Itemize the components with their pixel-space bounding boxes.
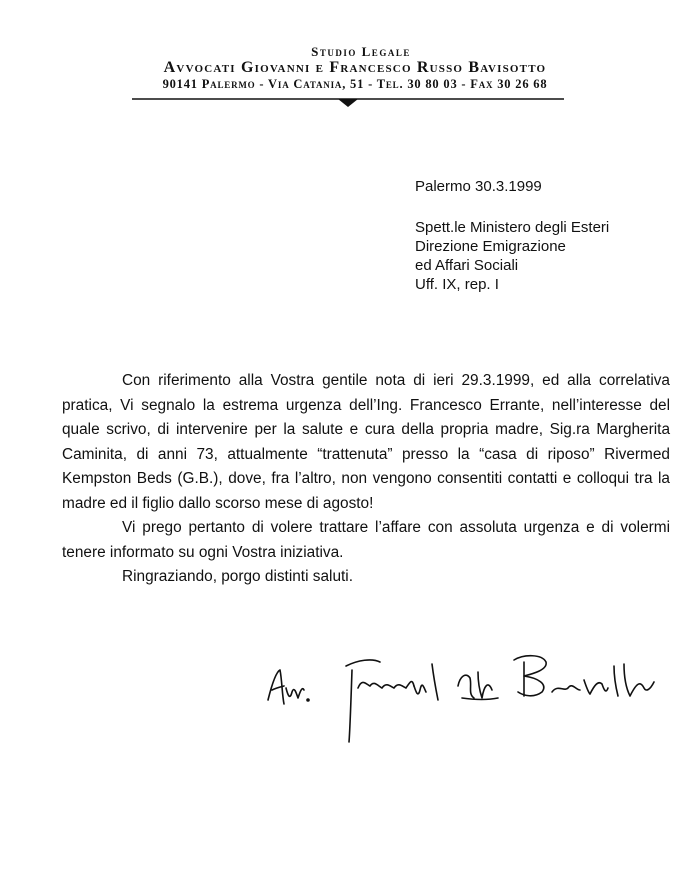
letterhead-rule — [132, 94, 564, 114]
letterhead-lawyers: Avvocati Giovanni e Francesco Russo Bavisotto — [163, 59, 547, 76]
recipient-line: ed Affari Sociali — [415, 257, 519, 274]
letterhead — [0, 44, 688, 92]
recipient-address — [415, 218, 609, 294]
letter-date: Palermo 30.3.1999 — [415, 178, 542, 195]
letterhead-address: 90141 Palermo - Via Catania, 51 - Tel. 30 80 03 - Fax 30 26 68 — [162, 77, 548, 91]
letterhead-studio: Studio Legale — [311, 44, 411, 59]
letter-body — [62, 369, 670, 590]
recipient-line: Spett.le Ministero degli Esteri — [415, 219, 610, 236]
closing-salutation: Ringraziando, porgo distinti saluti. — [122, 568, 353, 585]
recipient-line: Uff. IX, rep. I — [415, 276, 499, 293]
body-paragraph-2: Vi prego pertanto di volere trattare l’affare con assoluta urgenza e di volermi tenere informato su ogni Vostra iniziativa. — [62, 519, 670, 561]
recipient-line: Direzione Emigrazione — [415, 238, 566, 255]
body-paragraph-1: Con riferimento alla Vostra gentile nota di ieri 29.3.1999, ed alla correlativa pratica, Vi segnalo la estrema urgenza dell’Ing. Francesco Errante, nell’interesse del quale scrivo, di intervenire per la salute e cura della propria madre, Sig.ra Margherita Caminita, di anni 73, attualmente “trattenuta” presso la “casa di riposo” Rivermed Kempston Beds (G.B.), dove, fra l’altro, non vengono consentiti contatti e colloqui tra la madre ed il figlio dallo scorso mese di agosto! — [62, 372, 670, 512]
handwritten-signature — [262, 640, 662, 750]
